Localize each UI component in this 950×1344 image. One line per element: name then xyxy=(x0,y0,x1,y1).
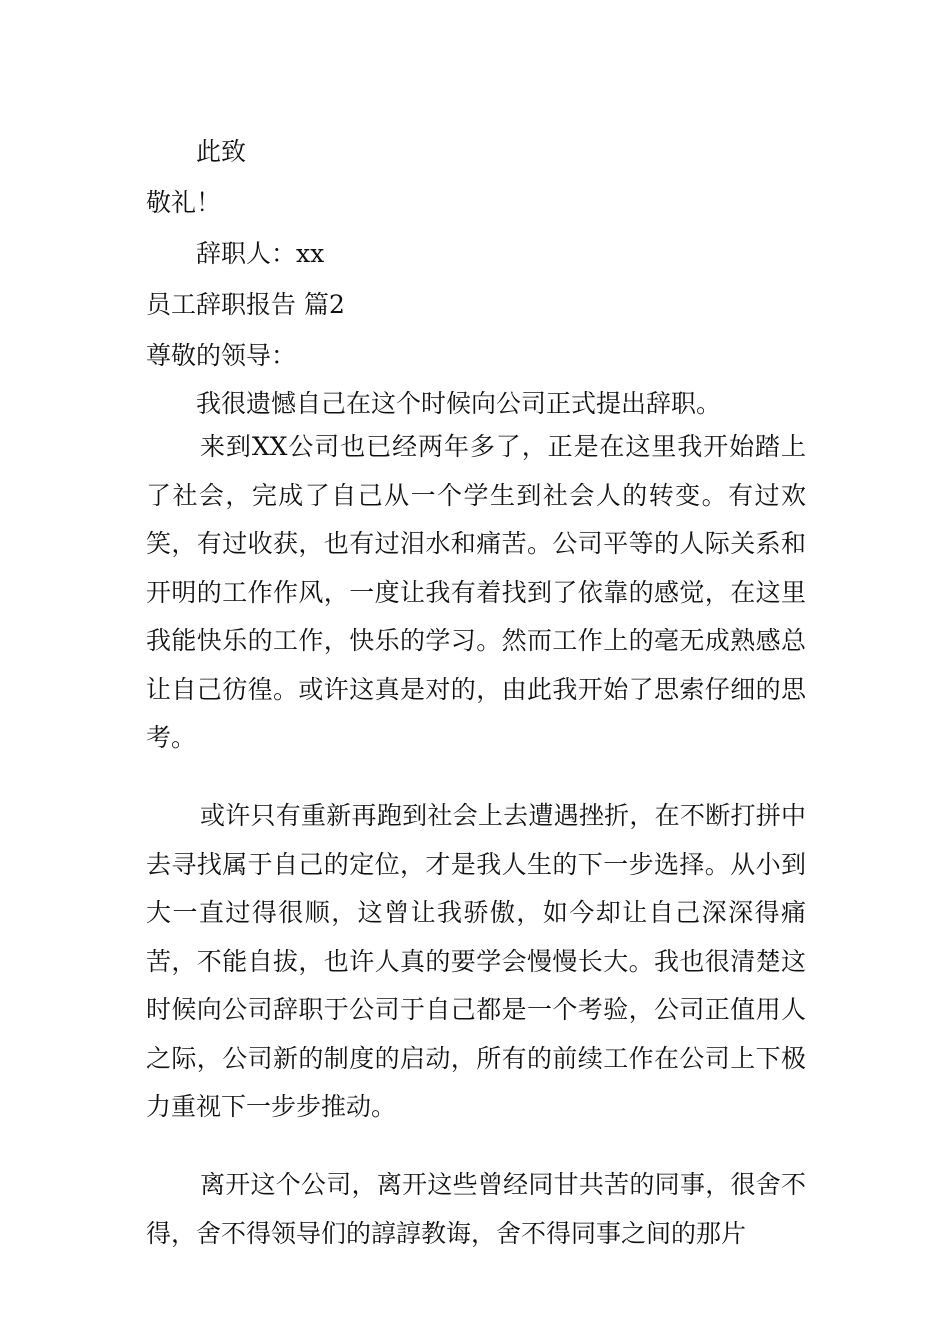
section-title: 员工辞职报告 篇2 xyxy=(146,290,345,319)
signer-line: 辞职人：xx xyxy=(196,239,325,268)
greeting-line: 尊敬的领导： xyxy=(146,341,297,370)
paragraph-opening: 我很遗憾自己在这个时候向公司正式提出辞职。 xyxy=(196,389,722,418)
salute-line: 敬礼！ xyxy=(146,188,222,217)
paragraph-body: 或许只有重新再跑到社会上去遭遇挫折，在不断打拼中去寻找属于自己的定位，才是我人生的下一步选择。从小到大一直过得很顺，这曾让我骄傲，如今却让自己深深得痛苦，不能自拔，也许人真的要学会慢慢长大。我也很清楚这时候向公司辞职于公司于自己都是一个考验，公司正值用人之际，公司新的制度的启动，所有的前续工作在公司上下极力重视下一步步推动。 xyxy=(146,801,806,1121)
paragraph-body: 来到XX公司也已经两年多了，正是在这里我开始踏上了社会，完成了自己从一个学生到社会人的转变。有过欢笑，有过收获，也有过泪水和痛苦。公司平等的人际关系和开明的工作作风，一度让我有着找到了依靠的感觉，在这里我能快乐的工作，快乐的学习。然而工作上的毫无成熟感总让自己彷徨。或许这真是对的，由此我开始了思索仔细的思考。 xyxy=(146,432,806,752)
closing-line: 此致 xyxy=(196,137,247,166)
paragraph-body: 离开这个公司，离开这些曾经同甘共苦的同事，很舍不得，舍不得领导们的諄諄教诲，舍不得同事之间的那片 xyxy=(146,1170,806,1248)
